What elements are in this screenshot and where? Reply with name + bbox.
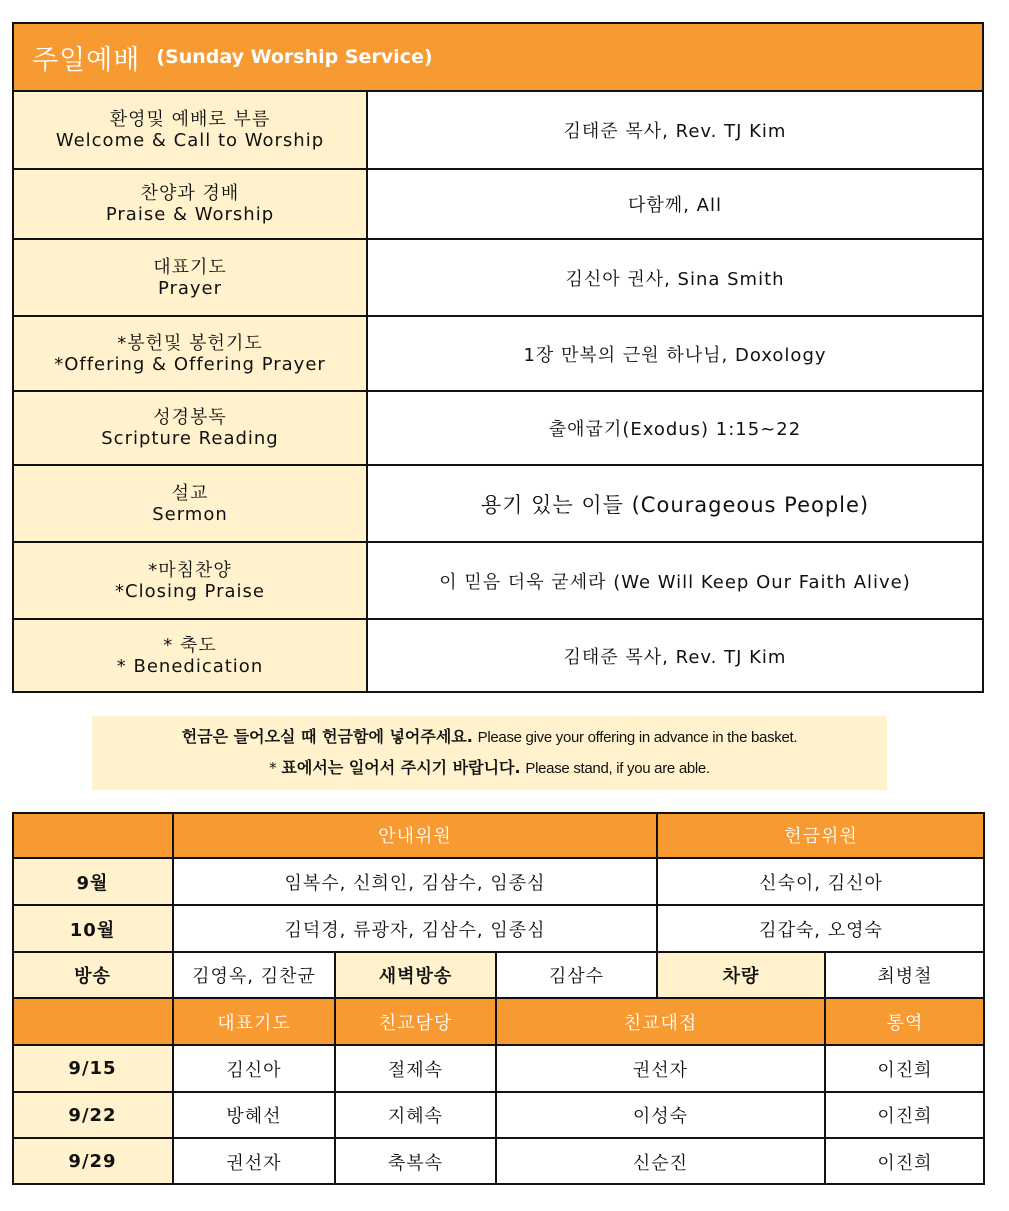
schedule-header: 친교대접: [496, 998, 825, 1045]
worship-row: [14, 240, 982, 317]
grid-line: [12, 904, 985, 906]
label-ko: 설교: [171, 482, 209, 504]
label-en: *Closing Praise: [115, 580, 265, 602]
worship-row: [14, 543, 982, 620]
schedule-fellowship-lead: 절제속: [387, 1059, 444, 1081]
label-ko: *봉헌및 봉헌기도: [117, 332, 263, 354]
schedule-fellowship-host: 권선자: [632, 1059, 689, 1081]
broadcast-value: 김영옥, 김찬균: [192, 966, 316, 987]
offering-names: 김갑숙, 오영숙: [759, 919, 883, 941]
worship-row: [14, 170, 982, 240]
label-en: Welcome & Call to Worship: [55, 130, 325, 151]
schedule-header: 대표기도: [173, 998, 335, 1045]
label-ko: 대표기도: [153, 256, 227, 278]
worship-row-label: [14, 466, 368, 541]
offering-notice: [92, 716, 887, 790]
month-label: 9월: [12, 858, 173, 905]
notice-line-2-prefix: *: [269, 759, 282, 777]
label-ko: 찬양과 경배: [140, 183, 240, 204]
broadcast-label: 방송: [12, 952, 173, 998]
grid-line: [983, 812, 985, 1185]
grid-line: [12, 857, 985, 859]
grid-line: [12, 812, 14, 1185]
schedule-header: 통역: [825, 998, 985, 1045]
worship-row: [14, 620, 982, 691]
label-en: Scripture Reading: [101, 428, 279, 449]
worship-row-value: 출애굽기(Exodus) 1:15~22: [548, 419, 802, 440]
offering-header: 헌금위원: [657, 812, 985, 858]
schedule-interpreter: 이진희: [877, 1059, 933, 1081]
worship-title-en: (Sunday Worship Service): [156, 46, 433, 68]
label-ko: 환영및 예배로 부름: [109, 109, 271, 130]
grid-line: [12, 951, 985, 953]
label-en: * Benedication: [116, 655, 264, 677]
schedule-fellowship-host: 신순진: [632, 1152, 689, 1174]
roster-corner-cell: [12, 812, 173, 858]
schedule-date: 9/22: [12, 1092, 173, 1138]
grid-line: [12, 1044, 985, 1046]
worship-row-value: 김신아 권사, Sina Smith: [565, 268, 785, 290]
schedule-fellowship-lead: 지혜속: [387, 1106, 444, 1127]
worship-row: [14, 317, 982, 392]
worship-row-label: [14, 543, 368, 618]
worship-row-label: [14, 170, 368, 238]
worship-row-value: 1장 만복의 근원 하나님, Doxology: [523, 344, 827, 366]
grid-line: [495, 951, 497, 1185]
schedule-fellowship-host: 이성숙: [632, 1106, 689, 1127]
label-en: Prayer: [157, 277, 223, 299]
schedule-fellowship-lead: 축복속: [387, 1152, 444, 1174]
dawn-broadcast-label: 새벽방송: [335, 952, 496, 998]
offering-names: 신숙이, 김신아: [759, 872, 883, 894]
label-en: Sermon: [152, 503, 228, 525]
worship-row-value: 김태준 목사, Rev. TJ Kim: [563, 646, 787, 668]
grid-line: [656, 812, 658, 998]
grid-line: [12, 1091, 985, 1093]
grid-line: [334, 951, 336, 1185]
worship-order-table: [12, 22, 984, 693]
label-en: *Offering & Offering Prayer: [54, 353, 326, 375]
schedule-interpreter: 이진희: [877, 1106, 933, 1127]
label-ko: * 축도: [163, 634, 217, 656]
worship-row: [14, 92, 982, 170]
worship-row-value: 이 믿음 더욱 굳세라 (We Will Keep Our Faith Alive): [439, 571, 911, 593]
worship-row-label: [14, 392, 368, 464]
vehicle-label: 차량: [657, 952, 825, 998]
worship-row: [14, 392, 982, 466]
notice-line-2-en: Please stand, if you are able.: [525, 760, 710, 777]
notice-line-1: [182, 722, 798, 753]
notice-line-1-ko: 헌금은 들어오실 때 헌금함에 넣어주세요.: [181, 727, 473, 746]
worship-row-value: 김태준 목사, Rev. TJ Kim: [563, 121, 787, 142]
notice-line-1-en: Please give your offering in advance in the basket.: [477, 729, 798, 746]
worship-title-ko: 주일예배: [32, 44, 141, 76]
schedule-prayer: 김신아: [226, 1059, 282, 1081]
schedule-header: 친교담당: [335, 998, 496, 1045]
grid-line: [12, 1137, 985, 1139]
vehicle-value: 최병철: [877, 966, 933, 987]
worship-row-label: [14, 620, 368, 691]
worship-row: [14, 466, 982, 543]
usher-names: 임복수, 신희인, 김삼수, 임종심: [284, 872, 546, 894]
month-label: 10월: [12, 905, 173, 952]
worship-row-value: 다함께, All: [628, 195, 722, 216]
worship-row-label: [14, 317, 368, 390]
notice-line-2: [269, 753, 710, 784]
usher-header: 안내위원: [173, 812, 657, 858]
worship-title-bar: [14, 24, 982, 92]
schedule-interpreter: 이진희: [877, 1152, 933, 1174]
label-ko: 성경봉독: [153, 407, 227, 428]
worship-row-label: [14, 92, 368, 168]
label-ko: *마침찬양: [148, 559, 232, 581]
schedule-prayer: 권선자: [226, 1152, 282, 1174]
grid-line: [12, 1183, 985, 1185]
grid-line: [824, 951, 826, 1185]
grid-line: [12, 997, 985, 999]
sermon-title: 용기 있는 이들 (Courageous People): [480, 492, 870, 517]
dawn-broadcast-value: 김삼수: [548, 966, 605, 987]
schedule-date: 9/15: [12, 1045, 173, 1092]
schedule-date: 9/29: [12, 1138, 173, 1185]
usher-names: 김덕경, 류광자, 김삼수, 임종심: [284, 919, 546, 941]
grid-line: [12, 812, 985, 814]
grid-line: [172, 812, 174, 1185]
worship-row-label: [14, 240, 368, 315]
notice-line-2-ko: 표에서는 일어서 주시기 바랍니다.: [281, 758, 521, 777]
schedule-prayer: 방혜선: [226, 1106, 282, 1127]
duty-roster-table: [12, 812, 985, 1185]
label-en: Praise & Worship: [105, 204, 275, 225]
schedule-corner-cell: [12, 998, 173, 1045]
